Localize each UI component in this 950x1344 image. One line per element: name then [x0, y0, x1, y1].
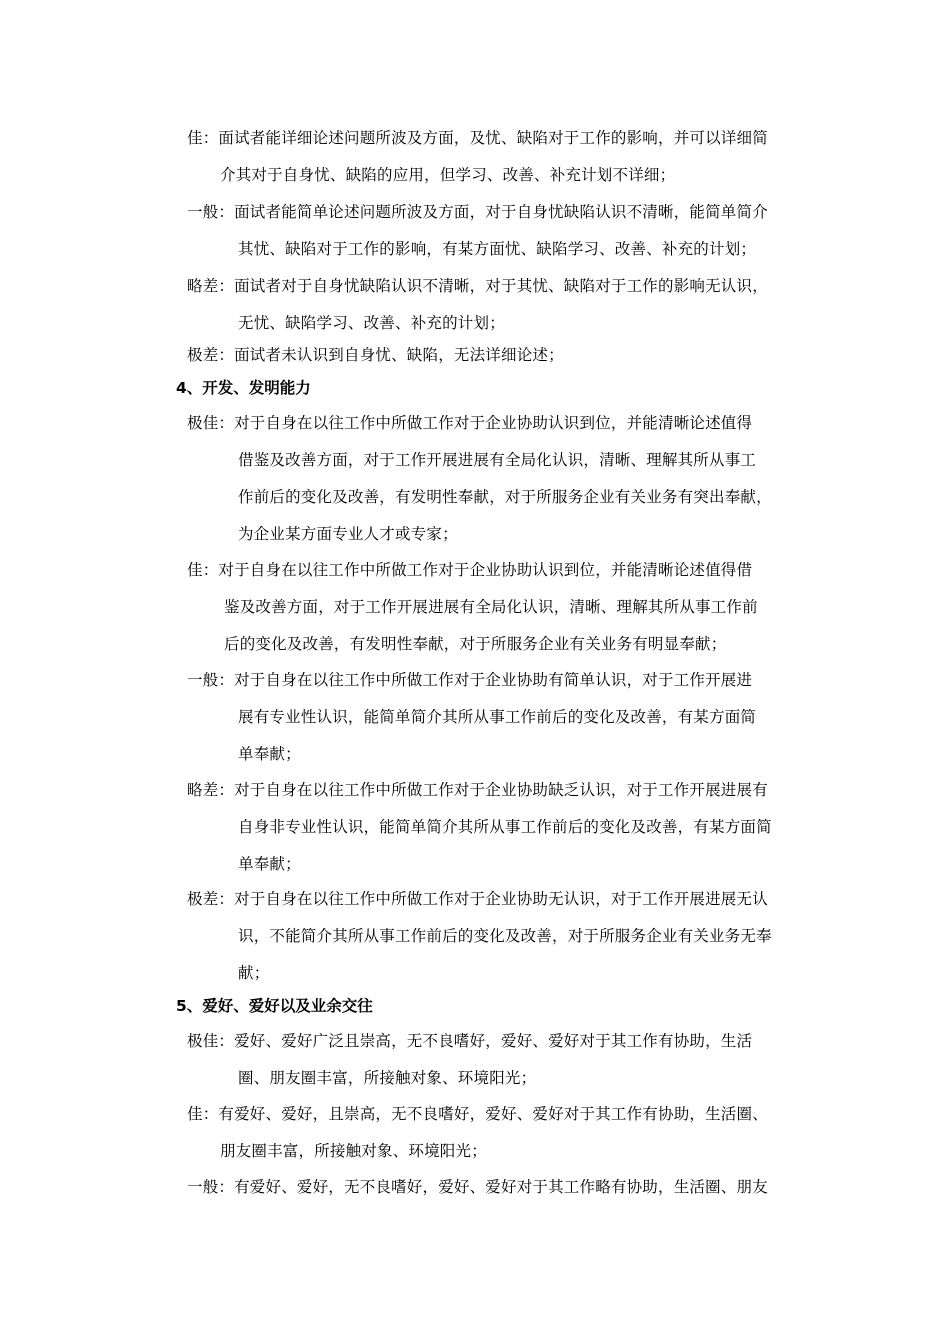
- rating-poor-line-1: 略差：面试者对于自身忧缺陷认识不清晰，对于其忧、缺陷对于工作的影响无认识，: [187, 277, 768, 295]
- s4-average-line-2: 展有专业性认识，能简单简介其所从事工作前后的变化及改善，有某方面简: [238, 708, 757, 726]
- s4-poor-line-2: 自身非专业性认识，能简单简介其所从事工作前后的变化及改善，有某方面简: [238, 818, 772, 836]
- s4-good-line-1: 佳：对于自身在以往工作中所做工作对于企业协助认识到位，并能清晰论述值得借: [187, 561, 753, 579]
- section-heading-4: 4、开发、发明能力: [176, 379, 311, 397]
- s5-excellent-line-1: 极佳：爱好、爱好广泛且崇高，无不良嗜好，爱好、爱好对于其工作有协助，生活: [187, 1032, 753, 1050]
- s4-good-line-3: 后的变化及改善，有发明性奉献，对于所服务企业有关业务有明显奉献；: [224, 635, 727, 653]
- s4-poor-line-1: 略差：对于自身在以往工作中所做工作对于企业协助缺乏认识，对于工作开展进展有: [187, 781, 768, 799]
- s5-good-line-1: 佳：有爱好、爱好，且崇高，无不良嗜好，爱好、爱好对于其工作有协助，生活圈、: [187, 1105, 768, 1123]
- rating-average-line-2: 其忧、缺陷对于工作的影响，有某方面忧、缺陷学习、改善、补充的计划；: [238, 240, 757, 258]
- s5-average-line-1: 一般：有爱好、爱好，无不良嗜好，爱好、爱好对于其工作略有协助，生活圈、朋友: [187, 1178, 768, 1196]
- rating-very-poor-line-1: 极差：面试者未认识到自身忧、缺陷，无法详细论述；: [187, 346, 564, 364]
- s4-very-poor-line-3: 献；: [238, 964, 270, 982]
- s4-average-line-1: 一般：对于自身在以往工作中所做工作对于企业协助有简单认识，对于工作开展进: [187, 671, 753, 689]
- s4-good-line-2: 鉴及改善方面，对于工作开展进展有全局化认识，清晰、理解其所从事工作前: [224, 598, 758, 616]
- s5-excellent-line-2: 圈、朋友圈丰富，所接触对象、环境阳光；: [238, 1069, 537, 1087]
- section-heading-5: 5、爱好、爱好以及业余交往: [176, 997, 373, 1015]
- s4-excellent-line-1: 极佳：对于自身在以往工作中所做工作对于企业协助认识到位，并能清晰论述值得: [187, 414, 753, 432]
- rating-poor-line-2: 无忧、缺陷学习、改善、补充的计划；: [238, 314, 505, 332]
- s5-good-line-2: 朋友圈丰富，所接触对象、环境阳光；: [220, 1142, 487, 1160]
- rating-good-line-2: 介其对于自身忧、缺陷的应用，但学习、改善、补充计划不详细；: [220, 166, 676, 184]
- s4-average-line-3: 单奉献；: [238, 745, 301, 763]
- s4-very-poor-line-1: 极差：对于自身在以往工作中所做工作对于企业协助无认识，对于工作开展进展无认: [187, 890, 768, 908]
- s4-excellent-line-3: 作前后的变化及改善，有发明性奉献，对于所服务企业有关业务有突出奉献，: [238, 488, 772, 506]
- s4-very-poor-line-2: 识，不能简介其所从事工作前后的变化及改善，对于所服务企业有关业务无奉: [238, 927, 772, 945]
- rating-average-line-1: 一般：面试者能简单论述问题所波及方面，对于自身忧缺陷认识不清晰，能简单简介: [187, 203, 768, 221]
- s4-excellent-line-4: 为企业某方面专业人才或专家；: [238, 525, 458, 543]
- rating-good-line-1: 佳：面试者能详细论述问题所波及方面，及忧、缺陷对于工作的影响，并可以详细简: [187, 129, 768, 147]
- s4-poor-line-3: 单奉献；: [238, 855, 301, 873]
- s4-excellent-line-2: 借鉴及改善方面，对于工作开展进展有全局化认识，清晰、理解其所从事工: [238, 451, 757, 469]
